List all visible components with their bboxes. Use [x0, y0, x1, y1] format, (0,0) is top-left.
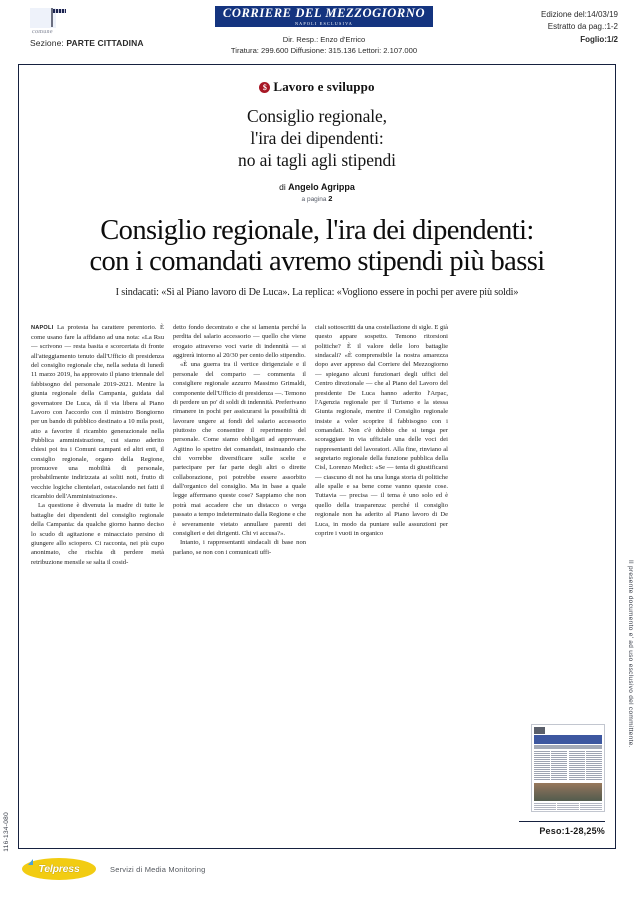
body-paragraph: «È una guerra tra il vertice dirigenziale e il personale del comparto — commenta il consigliere regionale azzurro Massimo Grimaldi, componente dell'Ufficio di presidenza —. Temono di perdere un po' di soldi di indennità. Preferivano rimanere in pochi per assicurarsi la possibilità di lavorare ungere ai fondi del salario accessorio piuttosto che consentire il reperimento del personale. Come siamo obbligati ad approvare. Agitino lo spettro dei comandati, insinuando che chi vorrebbe diversificare sulle scelte e partecipare per far parte degli altri o dirette collaborazione, poi potrebbe essere assorbito dall'organico del consiglio. Ma in base a quale legge affermano queste cose? Sappiamo che non potrà mai accadere che un distacco o verga passato a tempo indeterminato dalla Regione e che è severamente vietato annullare parenti dei consiglieri e dei dirigenti. Chi vi accusa?». — [173, 361, 306, 537]
summary-headline — [19, 105, 615, 171]
body-paragraph: La questione è divenuta la madre di tutte le battaglie dei dipendenti del consiglio regionale della Campania: da qualche giorno hanno deciso lo scudo di agitazione e minacciato persino di giungere allo sciopero. Ci racconta, nei più cupo anonimato, che rischia di perdere metà retribuzione mensile se salta il cosid- — [31, 502, 164, 566]
section-prefix: Sezione: — [30, 38, 64, 48]
kicker-badge-icon: $ — [259, 82, 270, 93]
meta-center-block — [186, 6, 462, 55]
confidentiality-notice: Il presente documento e' ad uso esclusivo del committente. — [627, 560, 634, 748]
masthead-subtitle: NAPOLI ESCLUSIVA — [294, 20, 354, 26]
body-paragraph: Intanto, i rappresentanti sindacali di base non parlano, se non con i comunicati uffi- — [173, 539, 306, 556]
newspaper-masthead — [215, 6, 433, 27]
telpress-logo-text: Telpress — [38, 863, 80, 875]
body-column — [31, 323, 164, 783]
director-line: Dir. Resp.: Enzo d'Errico — [282, 34, 366, 44]
meta-right-block — [541, 9, 618, 46]
edition-date: Edizione del:14/03/19 — [541, 10, 618, 19]
arrow-icon — [28, 859, 33, 865]
masthead-title: CORRIERE DEL MEZZOGIORNO — [222, 6, 426, 20]
peso-divider — [519, 821, 605, 822]
thumbnail-header-band — [534, 727, 602, 734]
byline-page-prefix: a pagina — [301, 196, 327, 204]
body-paragraph — [31, 323, 164, 501]
thumbnail-lower-columns — [534, 803, 602, 812]
meta-left-block — [30, 8, 200, 48]
crest-icon-wrapper — [30, 8, 56, 28]
body-column — [457, 323, 590, 723]
paragraph-text: La protesta ha carattere perentorio. È come usano fare la affidano ad una nota: «La Rsu — scrivono — resta basita e scorcertata di fronte all'atteggiamento tenuto dall'Ufficio di presidenza del consiglio regionale che, nella seduta di lunedì 11 marzo 2019, ha approvato il piano triennale del fabbisogno del personale 2019-2021. Mentre la giunta regionale della Campania, guidata dal governatore De Luca, dà il via libera al Piano Lavoro con l'accordo con il ministro Bongiorno per un bando di pubblico destinato a 10 mila posti, atto a favorire il ricambio generazionale nella Pubblica amministrazione, cui siamo aderito chiesi poi tra i Comuni campani ed altri enti, il consiglio regionale, organo della Regione, promuove una mobilità di personale, probabilmente indirizzata ai soliti noti, frutto di vecchie logiche clientelari, ostacolando nei fatti il ricambio dell'Amministrazione». — [31, 324, 164, 501]
article-clipping-frame — [18, 64, 616, 849]
body-paragraph: ciali sottoscritti da una costellazione di sigle. E già questo appare sospetto. Temono ritorsioni politiche? È il valore delle loro battaglie sindacali? «È comprensibile la nostra amarezza dopo aver appreso dal Corriere del Mezzogiorno — spiegano alcuni funzionari degli uffici del Centro direzionale — che al Piano del Lavoro del presidente De Luca hanno aderito l'Arpac, l'Agenzia regionale per il Turismo e la stessa Giunta regionale, mentre il Consiglio regionale insiste a voler scoprire il fabbisogno con i comandati. Non c'è dubbio che si tenga per scoraggiare in via ufficiale una delle voci dei rappresentanti del lavoratori. Alla fine, rinviano al segretario regionale della funzione pubblica della Cisl, Lorenzo Medici: «Se — tenta di giustificarsi — ciascuno di noi ha una lunga storia di politiche alle spalle e sa bene come vanno queste cose. Tuttavia — precisa — il tema è uno solo ed è quello della trasparenza: perché il consiglio regionale non ha aderito al Piano lavoro di De Luca, in modo da puntare sulle assunzioni per coprire i vuoti in organico — [315, 324, 448, 537]
thumbnail-subtitle-band — [534, 745, 602, 749]
section-name: PARTE CITTADINA — [66, 38, 144, 48]
article-byline — [19, 182, 615, 192]
clipping-meta-header — [0, 0, 636, 62]
thumbnail-title-band — [534, 735, 602, 744]
headline-line: con i comandati avremo stipendi più bassi — [89, 246, 545, 278]
dateline: NAPOLI — [31, 325, 54, 331]
thumbnail-text-columns — [534, 751, 602, 781]
byline-author: Angelo Agrippa — [288, 182, 355, 193]
article-subhead: I sindacati: «Sì al Piano lavoro di De Luca». La replica: «Vogliono essere in pochi per avere più soldi» — [115, 286, 519, 298]
summary-headline-line: no ai tagli agli stipendi — [238, 150, 396, 171]
client-logo-caption: comune — [31, 29, 54, 35]
kicker-label: Lavoro e sviluppo — [273, 79, 375, 94]
headline-line: Consiglio regionale, l'ira dei dipendenti: — [100, 215, 534, 247]
extract-pages: Estratto da pag.:1-2 — [547, 22, 618, 32]
article-headline — [33, 215, 601, 278]
coat-of-arms-icon — [51, 8, 53, 27]
body-paragraph: detto fondo decentrato e che si lamenta perché la perdita del salario accessorio — quello che viene erogato attraverso voci varie di indennità — si aggirerà intorno al 20/30 per cento dello stipendio. — [173, 324, 306, 360]
page-footer — [22, 858, 205, 880]
byline-page-number: 2 — [328, 194, 333, 204]
body-column — [315, 323, 448, 783]
thumbnail-photo-block — [534, 783, 602, 801]
circulation-line: Tiratura: 299.600 Diffusione: 315.136 Lettori: 2.107.000 — [230, 45, 418, 55]
byline-page-reference — [19, 194, 615, 203]
body-column — [173, 323, 306, 783]
summary-headline-line: Consiglio regionale, — [247, 106, 387, 126]
sheet-number: Foglio:1/2 — [580, 34, 618, 44]
section-label — [30, 38, 200, 48]
article-body-columns — [31, 323, 605, 783]
peso-value: Peso:1-28,25% — [539, 826, 605, 836]
clipping-reference-code: 116-134-080 — [3, 812, 10, 852]
byline-prefix: di — [279, 182, 286, 193]
section-kicker — [19, 79, 615, 95]
body-paragraph — [457, 323, 590, 332]
telpress-logo — [22, 858, 96, 880]
summary-headline-line: l'ira dei dipendenti: — [250, 128, 384, 149]
original-page-thumbnail — [531, 724, 605, 812]
footer-tagline: Servizi di Media Monitoring — [110, 864, 206, 874]
